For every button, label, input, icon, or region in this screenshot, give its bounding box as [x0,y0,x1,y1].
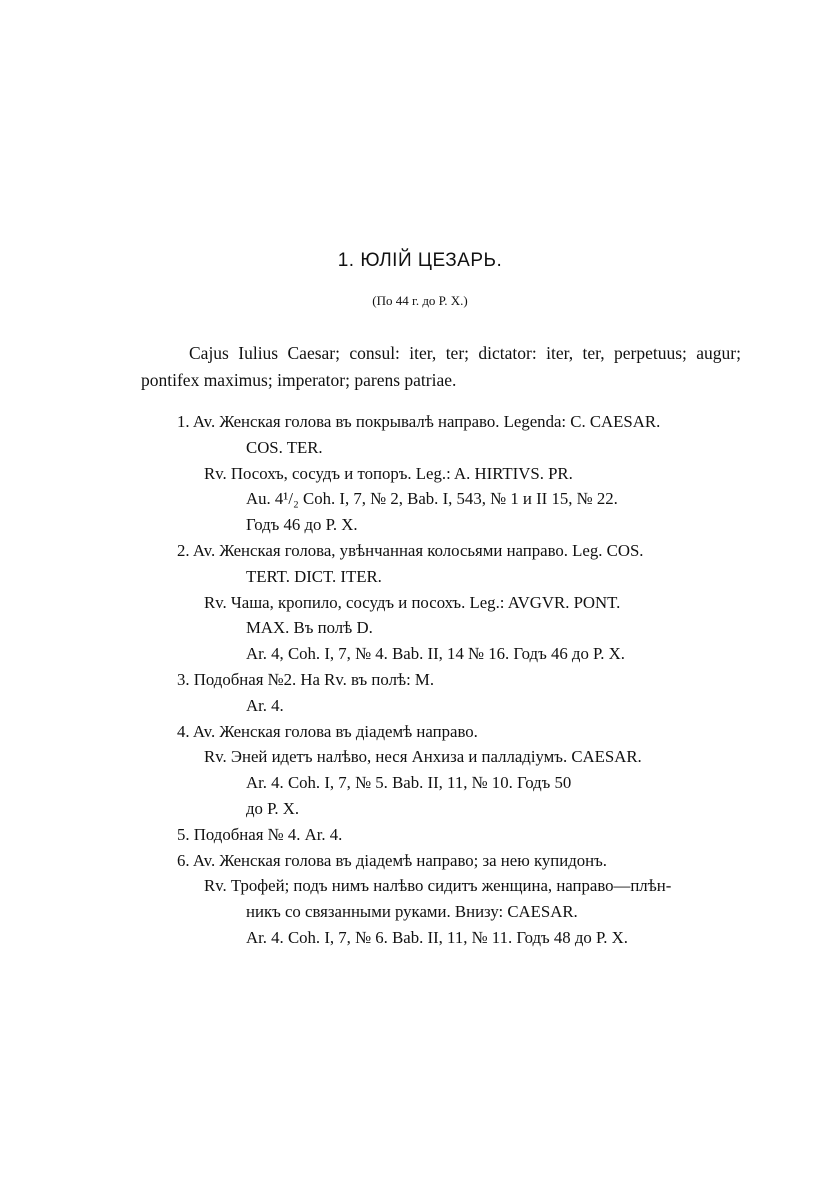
entry-2-rv-cont: MAX. Въ полѣ D. [246,618,373,638]
entry-2-rv-line: Rv. Чаша, кропило, сосудъ и посохъ. Leg.: AVGVR. PONT. [204,592,621,612]
entry-5-line: 5. Подобная № 4. Ar. 4. [177,824,343,844]
entry-6-ref-line: Ar. 4. Coh. I, 7, № 6. Bab. II, 11, № 11. Годъ 48 до Р. Х. [246,928,628,947]
entry-4-rv-line: Rv. Эней идетъ налѣво, неся Анхиза и палладіумъ. CAESAR. [204,747,642,767]
entry-1-date-line: Годъ 46 до Р. Х. [246,515,358,535]
entry-3-ref-line: Ar. 4. [246,695,284,715]
section-dates: (По 44 г. до Р. Х.) [372,293,468,308]
entry-1-av-cont: COS. TER. [246,437,323,457]
entry-4-ref-line: Ar. 4. Coh. I, 7, № 5. Bab. II, 11, № 10. Годъ 50 [246,773,572,793]
entry-1-rv-line: Rv. Посохъ, сосудъ и топоръ. Leg.: A. HIRTIVS. PR. [204,463,573,483]
entry-2-av-line: 2. Av. Женская голова, увѣнчанная колосьями направо. Leg. COS. [177,541,644,560]
entry-2-av-cont: TERT. DICT. ITER. [246,566,382,586]
entry-4-date-line: до Р. Х. [246,799,300,818]
entry-2-ref-line: Ar. 4, Coh. I, 7, № 4. Bab. II, 14 № 16. Годъ 46 до Р. Х. [246,644,625,664]
entry-6-av-line: 6. Av. Женская голова въ діадемѣ направо; за нею купидонъ. [177,850,607,870]
intro-paragraph: Cajus Iulius Caesar; consul: iter, ter; dictator: iter, ter, perpetuus; augur; pontifex maximus; imperator; parens patriae. [141,343,741,390]
entry-1-ref-line: Au. 4¹/₂ Coh. I, 7, № 2, Bab. I, 543, № 1 и II 15, № 22. [246,489,618,509]
entry-1-av-line: 1. Av. Женская голова въ покрывалѣ направо. Legenda: C. CAESAR. [177,412,661,431]
section-title: 1. ЮЛІЙ ЦЕЗАРЬ. [337,250,503,271]
entry-6-rv-cont: никъ со связанными руками. Внизу: CAESAR. [246,902,578,922]
entry-6-rv-line: Rv. Трофей; подъ нимъ налѣво сидитъ женщина, направо—плѣн- [204,876,672,896]
entry-4-av-line: 4. Av. Женская голова въ діадемѣ направо. [177,721,478,741]
entry-3-line: 3. Подобная №2. На Rv. въ полѣ: M. [177,670,435,689]
